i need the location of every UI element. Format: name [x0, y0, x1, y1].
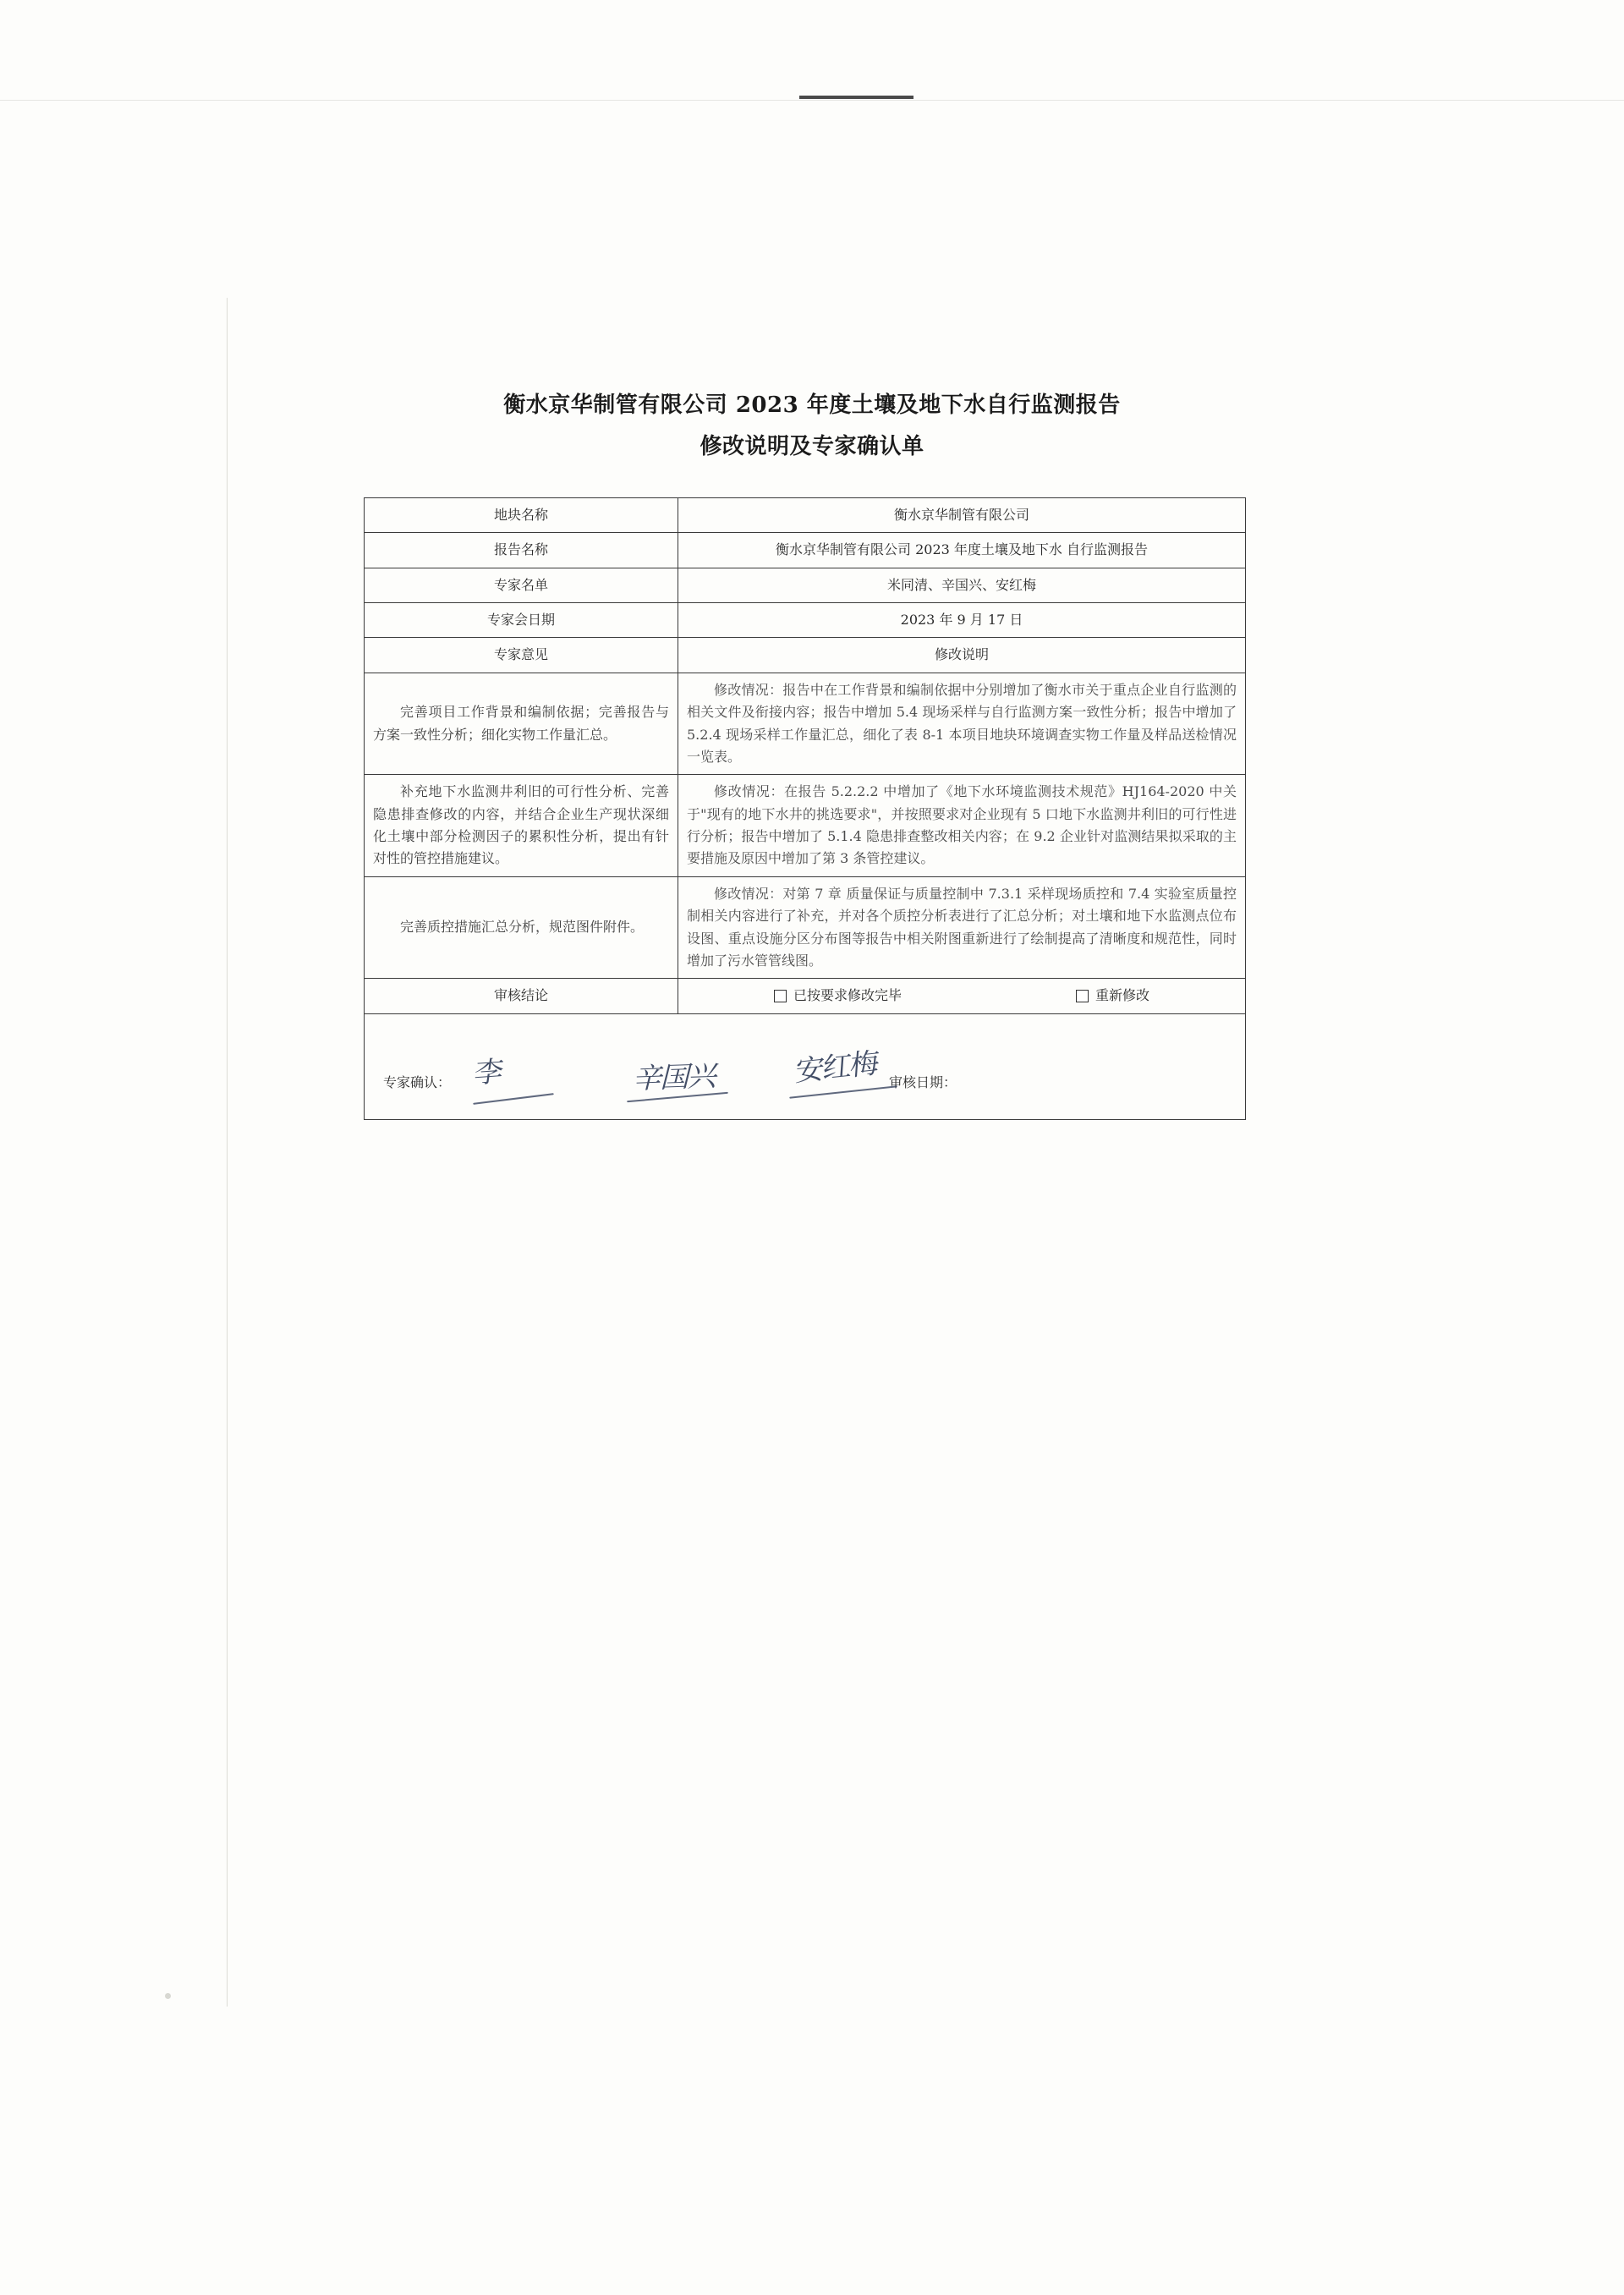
opinion-text-2: 补充地下水监测井利旧的可行性分析、完善隐患排查修改的内容，并结合企业生产现状深细化土壤中部分检测因子的累积性分析，提出有针对性的管控措施建议。	[365, 775, 678, 877]
table-row-expert-list	[365, 568, 1246, 602]
table-row-item-1	[365, 673, 1246, 775]
row-label-review-conclusion: 审核结论	[365, 979, 678, 1013]
signature-label-review-date: 审核日期：	[889, 1074, 957, 1091]
row-value-expert-list: 米同清、辛国兴、安红梅	[678, 568, 1246, 602]
checkbox-icon-revise[interactable]	[1076, 990, 1089, 1002]
expert-confirmation-form	[364, 497, 1246, 1120]
table-row-item-2	[365, 775, 1246, 877]
checkbox-label-revise: 重新修改	[1095, 987, 1149, 1004]
row-label-site-name: 地块名称	[365, 497, 678, 532]
response-text-3: 修改情况：对第 7 章 质量保证与质量控制中 7.3.1 采样现场质控和 7.4 实验室质量控制相关内容进行了补充，并对各个质控分析表进行了汇总分析；对土壤和地下水监测点位布设图、重点设施分区分布图等报告中相关附图重新进行了绘制提高了清晰度和规范性，同时增加了污水管管线图。	[678, 876, 1246, 979]
checkbox-icon-completed[interactable]	[774, 990, 787, 1002]
row-value-meeting-date: 2023 年 9 月 17 日	[678, 602, 1246, 637]
page-title	[364, 385, 1260, 469]
row-label-report-name: 报告名称	[365, 533, 678, 568]
table-row-meeting-date	[365, 602, 1246, 637]
document-body	[364, 385, 1260, 1120]
row-label-meeting-date: 专家会日期	[365, 602, 678, 637]
handwritten-signature-1: 李	[471, 1054, 505, 1090]
table-row-header-opinion	[365, 638, 1246, 673]
row-value-site-name: 衡水京华制管有限公司	[678, 497, 1246, 532]
review-conclusion-options	[678, 979, 1246, 1013]
scan-border-top	[0, 100, 1624, 101]
table-row-signature	[365, 1013, 1246, 1119]
signature-area	[365, 1013, 1246, 1119]
row-label-expert-list: 专家名单	[365, 568, 678, 602]
table-row-site-name	[365, 497, 1246, 532]
opinion-text-1: 完善项目工作背景和编制依据；完善报告与方案一致性分析；细化实物工作量汇总。	[365, 673, 678, 775]
table-row-item-3	[365, 876, 1246, 979]
response-text-1: 修改情况：报告中在工作背景和编制依据中分别增加了衡水市关于重点企业自行监测的相关文件及衔接内容；报告中增加 5.4 现场采样与自行监测方案一致性分析；报告中增加了 5.2.4 现场采样工作量汇总，细化了表 8-1 本项目地块环境调查实物工作量及样品送检情况一览表。	[678, 673, 1246, 775]
signature-label-expert-confirm: 专家确认：	[383, 1074, 452, 1091]
response-text-2: 修改情况：在报告 5.2.2.2 中增加了《地下水环境监测技术规范》HJ164-2020 中关于"现有的地下水井的挑选要求"，并按照要求对企业现有 5 口地下水监测井利旧的可行性进行分析；报告中增加了 5.1.4 隐患排查整改相关内容；在 9.2 企业针对监测结果拟采取的主要措施及原因中增加了第 3 条管控建议。	[678, 775, 1246, 877]
table-row-report-name	[365, 533, 1246, 568]
row-value-report-name: 衡水京华制管有限公司 2023 年度土壤及地下水 自行监测报告	[678, 533, 1246, 568]
checkbox-label-completed: 已按要求修改完毕	[793, 987, 902, 1004]
checkbox-option-revise[interactable]	[1076, 985, 1149, 1007]
table-row-conclusion	[365, 979, 1246, 1013]
scan-register-mark	[799, 96, 914, 99]
handwritten-signature-2: 辛国兴	[630, 1059, 721, 1096]
scan-artifact-speck	[165, 1993, 171, 1999]
opinion-text-3: 完善质控措施汇总分析，规范图件附件。	[365, 876, 678, 979]
page-title-line-2: 修改说明及专家确认单	[700, 434, 924, 460]
column-header-expert-opinion: 专家意见	[365, 638, 678, 673]
checkbox-option-completed[interactable]	[774, 985, 902, 1007]
page-title-line-1: 衡水京华制管有限公司 2023 年度土壤及地下水自行监测报告	[503, 393, 1121, 418]
handwritten-signature-3: 安红梅	[793, 1046, 880, 1089]
column-header-modification-note: 修改说明	[678, 638, 1246, 673]
scan-border-left	[227, 298, 228, 2007]
